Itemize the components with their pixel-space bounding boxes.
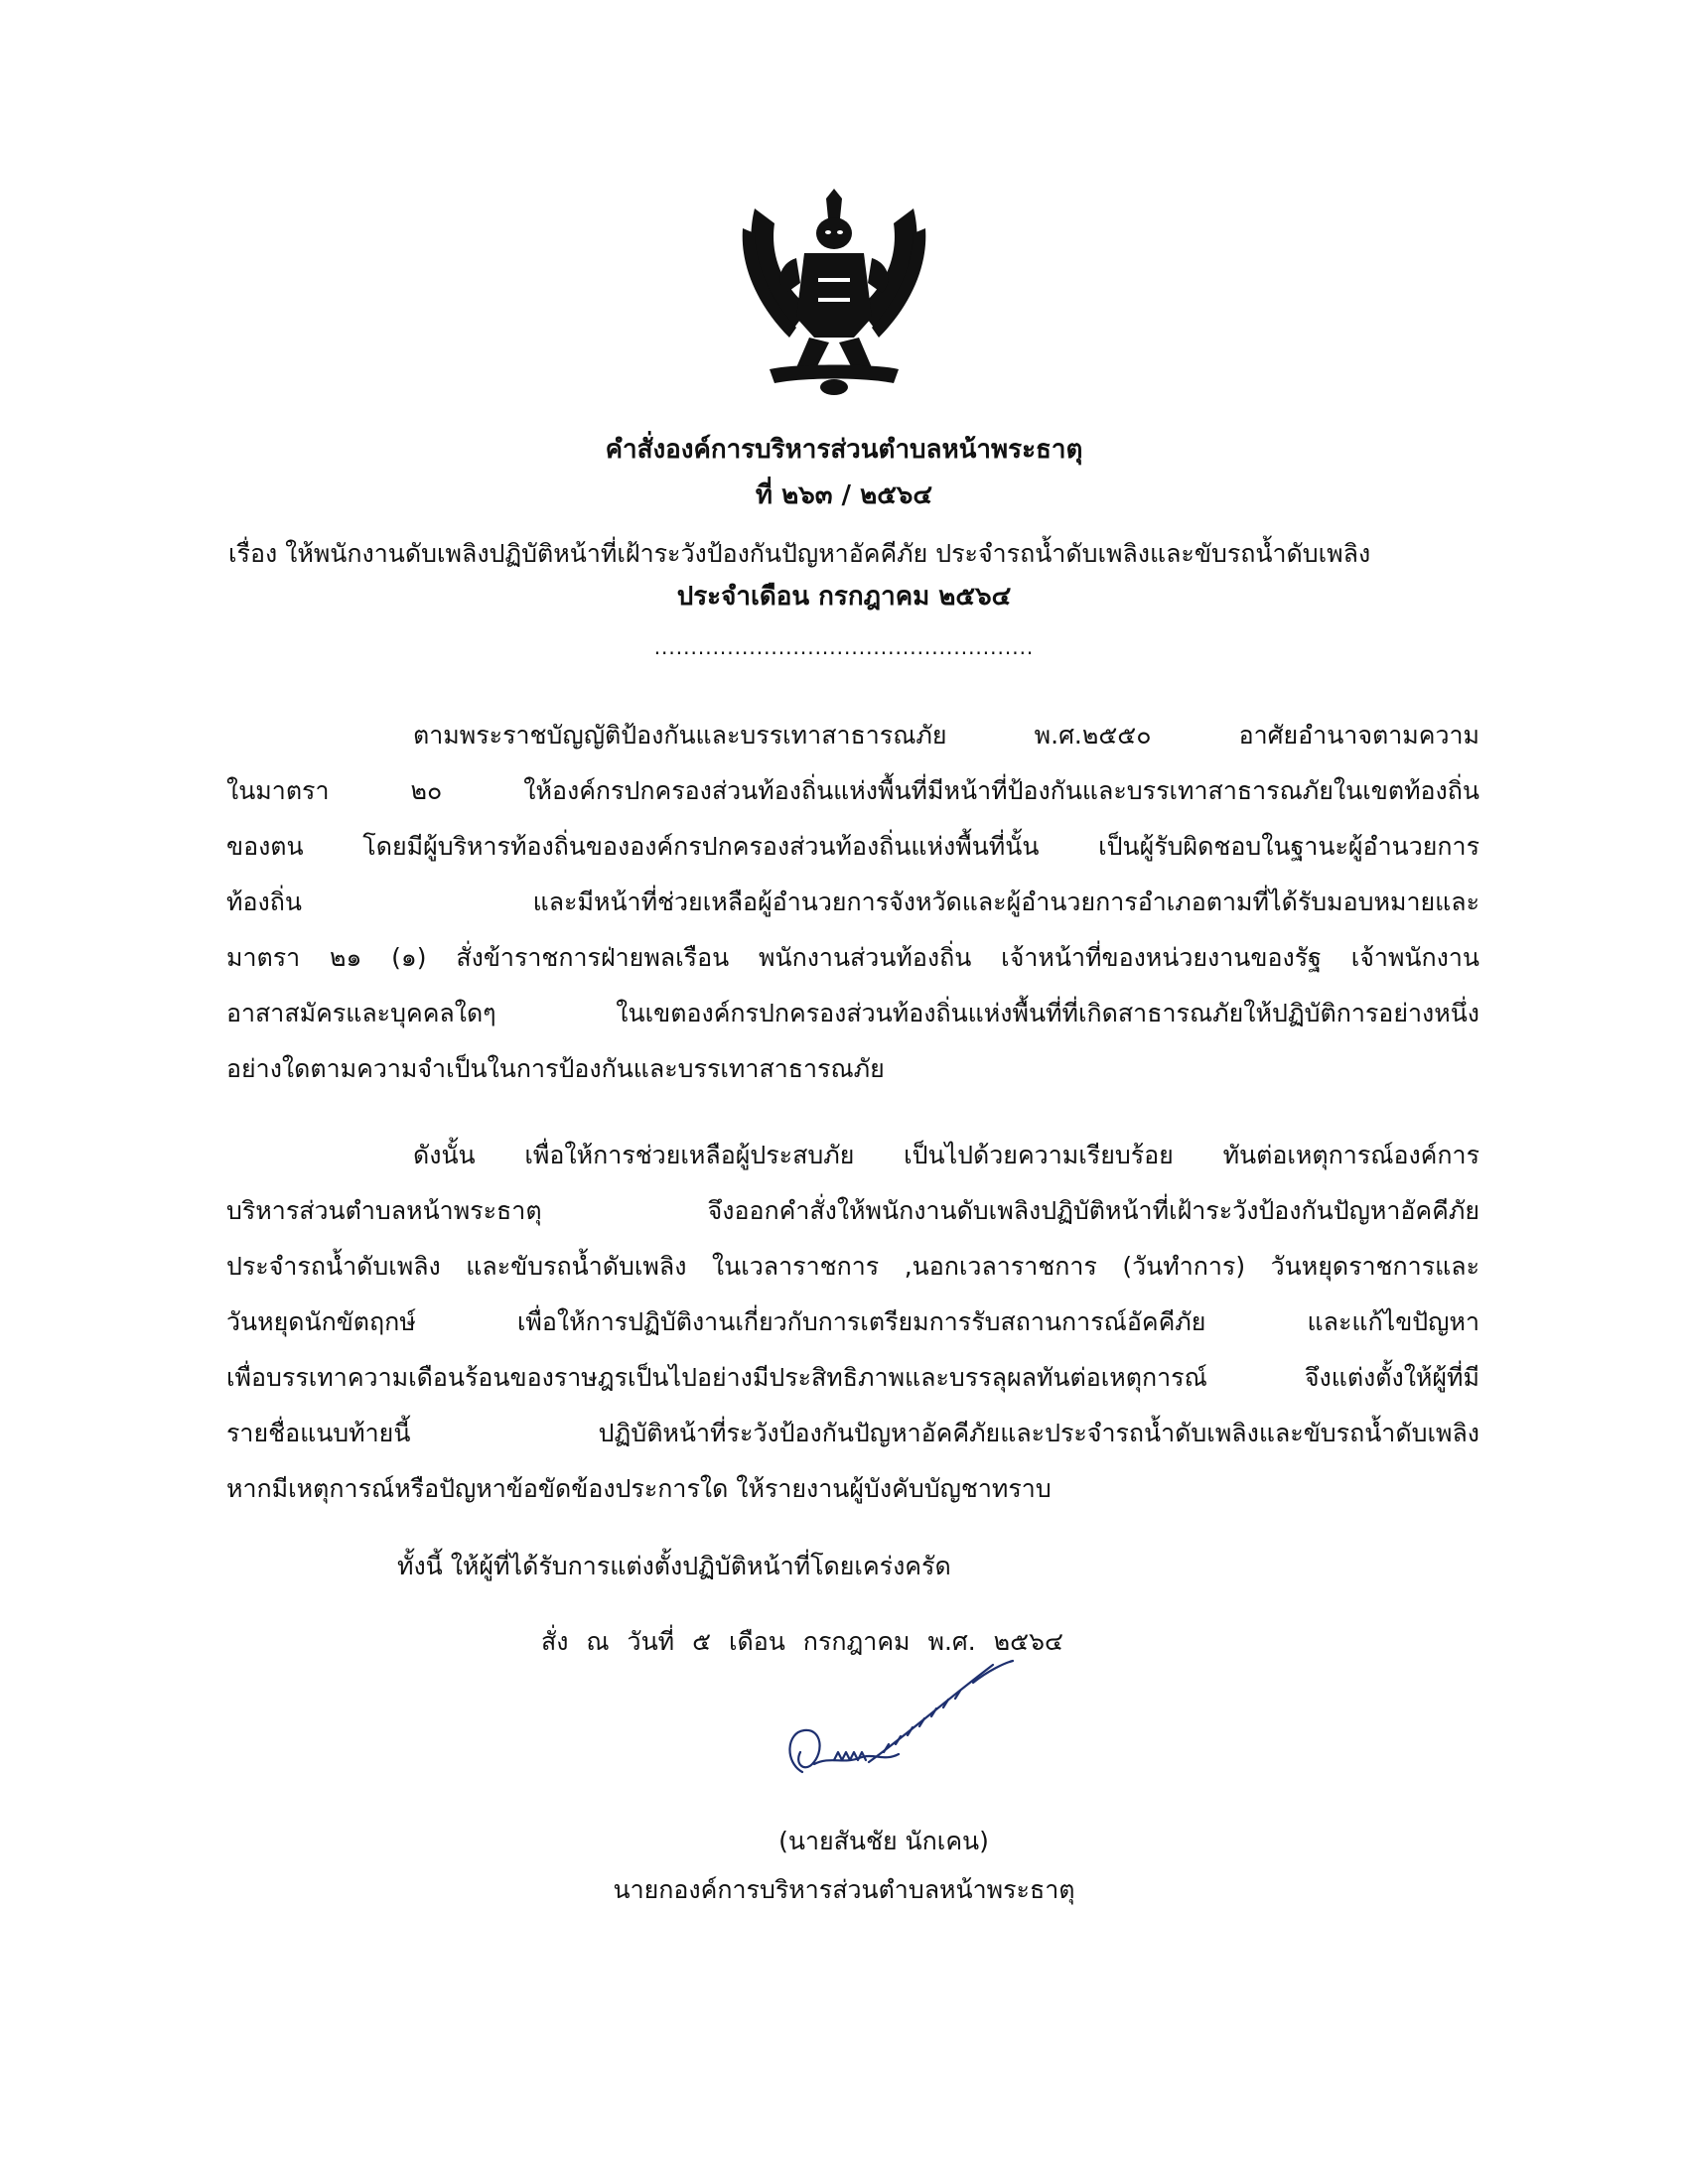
paragraph-line: วันหยุดนักขัตฤกษ์ เพื่อให้การปฏิบัติงานเกี่ยวกับการเตรียมการรับสถานการณ์อัคคีภัย และแก้ไขปัญหา xyxy=(226,1307,1479,1336)
signer-name: (นายสันชัย นักเคน) xyxy=(778,1827,989,1855)
paragraph-line: ประจำรถน้ำดับเพลิง และขับรถน้ำดับเพลิง ในเวลาราชการ ,นอกเวลาราชการ (วันทำการ) วันหยุดราชการและ xyxy=(226,1252,1479,1281)
order-subject: เรื่อง ให้พนักงานดับเพลิงปฏิบัติหน้าที่เฝ้าระวังป้องกันปัญหาอัคคีภัย ประจำรถน้ำดับเพลิงและขับรถน้ำดับเพลิง xyxy=(228,539,1371,568)
order-subject-month: ประจำเดือน กรกฎาคม ๒๕๖๔ xyxy=(676,582,1012,612)
paragraph-line: มาตรา ๒๑ (๑) สั่งข้าราชการฝ่ายพลเรือน พนักงานส่วนท้องถิ่น เจ้าหน้าที่ของหน่วยงานของรัฐ เจ้าพนักงาน xyxy=(226,943,1479,972)
paragraph-line: รายชื่อแนบท้ายนี้ ปฏิบัติหน้าที่ระวังป้องกันปัญหาอัคคีภัยและประจำรถน้ำดับเพลิงและขับรถน้ำดับเพลิง xyxy=(226,1419,1479,1447)
paragraph-line: ดังนั้น เพื่อให้การช่วยเหลือผู้ประสบภัย เป็นไปด้วยความเรียบร้อย ทันต่อเหตุการณ์องค์การ xyxy=(413,1141,1479,1169)
issued-date: สั่ง ณ วันที่ ๕ เดือน กรกฎาคม พ.ศ. ๒๕๖๔ xyxy=(541,1627,1063,1656)
paragraph-line: เพื่อบรรเทาความเดือนร้อนของราษฎรเป็นไปอย่างมีประสิทธิภาพและบรรลุผลทันต่อเหตุการณ์ จึงแต่งตั้งให้ผู้ที่มี xyxy=(226,1363,1479,1392)
paragraph-line: ในมาตรา ๒๐ ให้องค์กรปกครองส่วนท้องถิ่นแห่งพื้นที่มีหน้าที่ป้องกันและบรรเทาสาธารณภัยในเขตท้องถิ่น xyxy=(226,776,1479,805)
dotted-divider: .................................................... xyxy=(653,635,1035,659)
paragraph-line: อาสาสมัครและบุคคลใดๆ ในเขตองค์กรปกครองส่วนท้องถิ่นแห่งพื้นที่ที่เกิดสาธารณภัยให้ปฏิบัติการอย่างหนึ่ง xyxy=(226,999,1479,1027)
signer-position: นายกองค์การบริหารส่วนตำบลหน้าพระธาตุ xyxy=(613,1875,1075,1904)
order-number: ที่ ๒๖๓ / ๒๕๖๔ xyxy=(755,480,933,510)
paragraph-line: บริหารส่วนตำบลหน้าพระธาตุ จึงออกคำสั่งให้พนักงานดับเพลิงปฏิบัติหน้าที่เฝ้าระวังป้องกันปัญหาอัคคีภัย xyxy=(226,1196,1479,1225)
paragraph-order xyxy=(226,1128,1479,1517)
paragraph-line: ของตน โดยมีผู้บริหารท้องถิ่นขององค์กรปกครองส่วนท้องถิ่นแห่งพื้นที่นั้น เป็นผู้รับผิดชอบในฐานะผู้อำนวยการ xyxy=(226,832,1479,861)
paragraph-line: หากมีเหตุการณ์หรือปัญหาข้อขัดข้องประการใด ให้รายงานผู้บังคับบัญชาทราบ xyxy=(226,1474,1052,1503)
garuda-emblem-icon xyxy=(735,189,933,397)
paragraph-legal-basis xyxy=(226,708,1479,1097)
signature-icon xyxy=(774,1653,1023,1807)
paragraph-line: อย่างใดตามความจำเป็นในการป้องกันและบรรเทาสาธารณภัย xyxy=(226,1054,885,1083)
paragraph-line: ท้องถิ่น และมีหน้าที่ช่วยเหลือผู้อำนวยการจังหวัดและผู้อำนวยการอำเภอตามที่ได้รับมอบหมายและ xyxy=(226,887,1479,916)
closing-statement: ทั้งนี้ ให้ผู้ที่ได้รับการแต่งตั้งปฏิบัติหน้าที่โดยเคร่งครัด xyxy=(397,1552,951,1580)
order-title: คำสั่งองค์การบริหารส่วนตำบลหน้าพระธาตุ xyxy=(605,435,1083,465)
paragraph-line: ตามพระราชบัญญัติป้องกันและบรรเทาสาธารณภัย พ.ศ.๒๕๕๐ อาศัยอำนาจตามความ xyxy=(413,721,1479,750)
